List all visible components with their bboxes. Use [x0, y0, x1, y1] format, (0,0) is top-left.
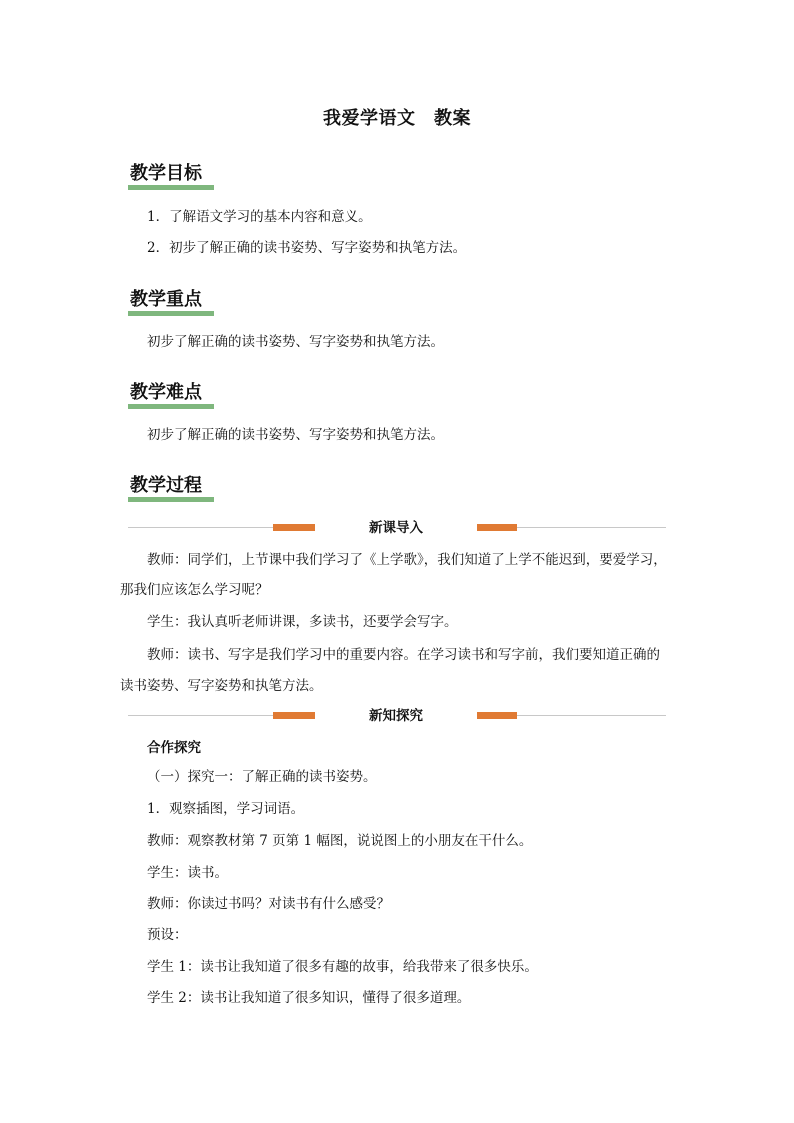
explore-line: 学生 2：读书让我知道了很多知识，懂得了很多道理。	[147, 990, 471, 1006]
divider-label: 新知探究	[369, 708, 423, 724]
divider-accent	[477, 712, 517, 719]
divider-rule	[128, 527, 273, 528]
section-heading-goals: 教学目标	[128, 162, 202, 190]
explore-line: 教师：观察教材第 7 页第 1 幅图，说说图上的小朋友在干什么。	[147, 833, 533, 849]
explore-line: 学生：读书。	[147, 865, 228, 881]
dialogue-line: 教师：同学们，上节课中我们学习了《上学歌》，我们知道了上学不能迟到，要爱学习，	[147, 552, 667, 568]
divider-accent	[273, 712, 315, 719]
subheading-cooperation: 合作探究	[147, 740, 201, 756]
section-heading-process: 教学过程	[128, 474, 202, 502]
divider-accent	[273, 524, 315, 531]
heading-underline	[128, 404, 214, 409]
explore-line: 1．观察插图，学习词语。	[147, 801, 305, 817]
heading-underline	[128, 185, 214, 190]
difficult-point-text: 初步了解正确的读书姿势、写字姿势和执笔方法。	[147, 427, 444, 443]
dialogue-line: 读书姿势、写字姿势和执笔方法。	[120, 678, 323, 694]
explore-line: 学生 1：读书让我知道了很多有趣的故事，给我带来了很多快乐。	[147, 959, 538, 975]
dialogue-line: 教师：读书、写字是我们学习中的重要内容。在学习读书和写字前，我们要知道正确的	[147, 647, 660, 663]
divider-rule	[128, 715, 273, 716]
heading-underline	[128, 311, 214, 316]
document-title: 我爱学语文 教案	[323, 108, 471, 129]
explore-line: 教师：你读过书吗？对读书有什么感受？	[147, 896, 390, 912]
explore-line: 预设：	[147, 927, 188, 943]
goal-item: 2．初步了解正确的读书姿势、写字姿势和执笔方法。	[147, 240, 467, 256]
divider-rule	[517, 527, 666, 528]
dialogue-line: 那我们应该怎么学习呢？	[120, 582, 269, 598]
divider-label: 新课导入	[369, 520, 423, 536]
section-divider-intro	[128, 518, 666, 538]
section-heading-key: 教学重点	[128, 288, 202, 316]
section-divider-explore	[128, 706, 666, 726]
section-heading-difficult: 教学难点	[128, 381, 202, 409]
explore-line: （一）探究一：了解正确的读书姿势。	[147, 769, 377, 785]
goal-item: 1．了解语文学习的基本内容和意义。	[147, 209, 372, 225]
divider-accent	[477, 524, 517, 531]
key-point-text: 初步了解正确的读书姿势、写字姿势和执笔方法。	[147, 334, 444, 350]
dialogue-line: 学生：我认真听老师讲课，多读书，还要学会写字。	[147, 614, 458, 630]
heading-underline	[128, 497, 214, 502]
divider-rule	[517, 715, 666, 716]
